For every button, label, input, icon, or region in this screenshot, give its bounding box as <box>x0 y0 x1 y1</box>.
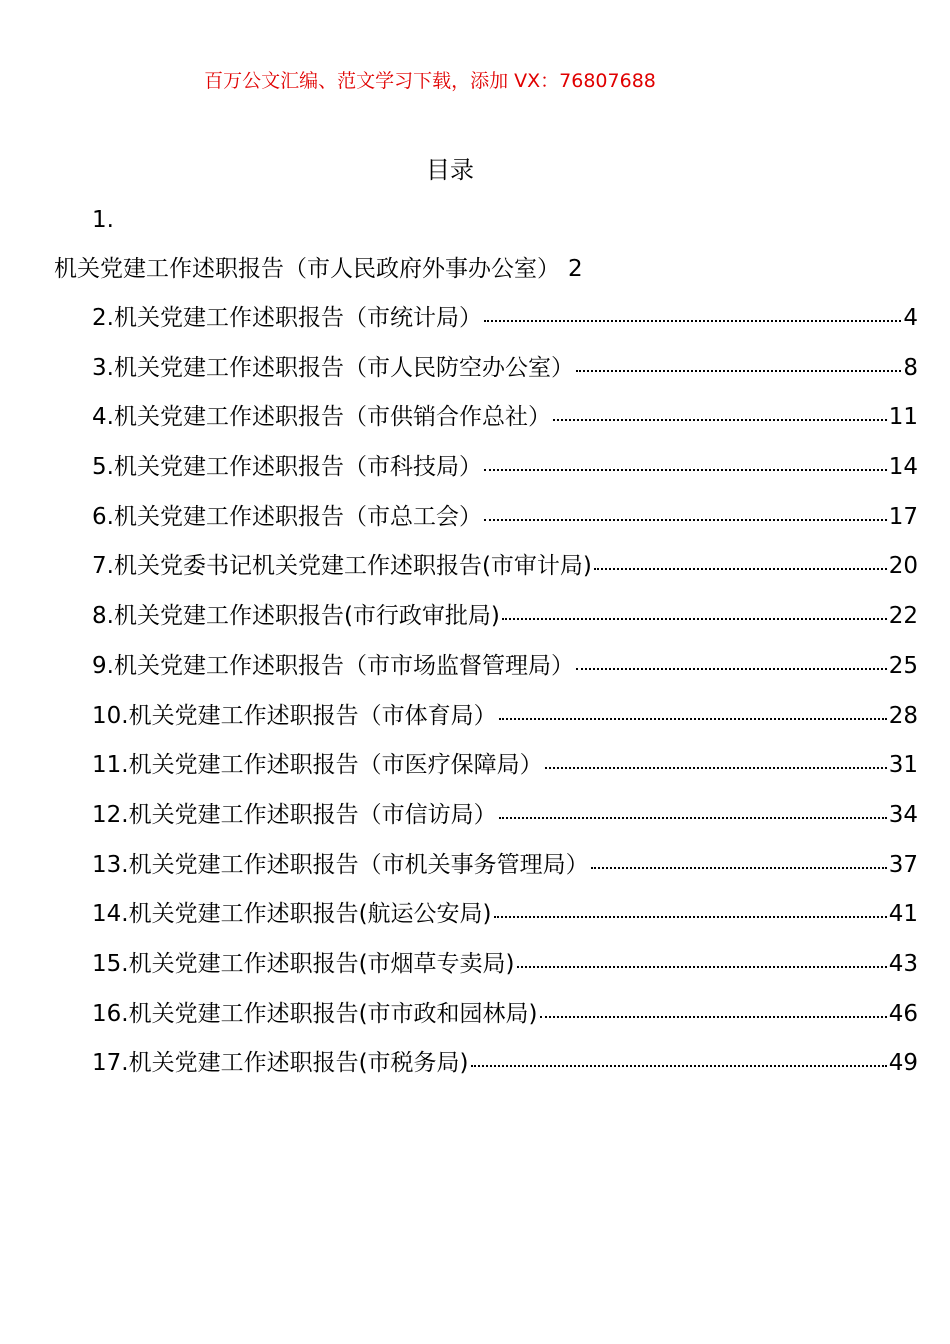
toc-entry-label: 16.机关党建工作述职报告(市市政和园林局) <box>92 1000 538 1027</box>
toc-entry-page: 17 <box>888 503 918 530</box>
toc-entry-page: 11 <box>888 404 918 431</box>
dot-leader <box>591 867 887 869</box>
toc-entry-8[interactable] <box>92 601 918 651</box>
toc-entry-label: 7.机关党委书记机关党建工作述职报告(市审计局) <box>92 553 592 580</box>
toc-entry-page: 14 <box>888 454 918 481</box>
promo-banner: 百万公文汇编、范文学习下载，添加 VX：76807688 <box>204 70 656 92</box>
toc-entry-page: 34 <box>888 801 918 828</box>
dot-leader <box>594 568 887 570</box>
toc-entry-label: 6.机关党建工作述职报告（市总工会） <box>92 503 482 530</box>
toc-entry-1[interactable] <box>54 254 583 284</box>
toc-entry-11[interactable] <box>92 750 918 800</box>
dot-leader <box>517 966 887 968</box>
toc-entry-page: 41 <box>888 901 918 928</box>
toc-entry-page: 46 <box>888 1000 918 1027</box>
toc-entry-label: 5.机关党建工作述职报告（市科技局） <box>92 454 482 481</box>
dot-leader <box>540 1016 887 1018</box>
toc-entry-label: 11.机关党建工作述职报告（市医疗保障局） <box>92 752 543 779</box>
toc-entry-label: 12.机关党建工作述职报告（市信访局） <box>92 801 497 828</box>
toc-entry-label: 3.机关党建工作述职报告（市人民防空办公室） <box>92 354 574 381</box>
toc-entry-page: 37 <box>888 851 918 878</box>
toc-entry-page: 49 <box>888 1050 918 1077</box>
toc-list <box>92 303 918 1098</box>
toc-entry-10[interactable] <box>92 701 918 751</box>
toc-entry-label: 机关党建工作述职报告（市人民政府外事办公室） <box>54 256 560 282</box>
dot-leader <box>484 519 887 521</box>
dot-leader <box>545 767 887 769</box>
toc-entry-label: 17.机关党建工作述职报告(市税务局) <box>92 1050 469 1077</box>
dot-leader <box>553 419 887 421</box>
dot-leader <box>484 469 887 471</box>
toc-entry-14[interactable] <box>92 899 918 949</box>
dot-leader <box>576 370 901 372</box>
toc-entry-label: 15.机关党建工作述职报告(市烟草专卖局) <box>92 950 515 977</box>
dot-leader <box>576 668 887 670</box>
toc-entry-16[interactable] <box>92 999 918 1049</box>
toc-entry-label: 4.机关党建工作述职报告（市供销合作总社） <box>92 404 551 431</box>
toc-entry-15[interactable] <box>92 949 918 999</box>
dot-leader <box>484 320 901 322</box>
dot-leader <box>471 1065 887 1067</box>
toc-entry-page: 20 <box>888 553 918 580</box>
toc-entry-12[interactable] <box>92 800 918 850</box>
toc-entry-label: 8.机关党建工作述职报告(市行政审批局) <box>92 603 500 630</box>
toc-entry-3[interactable] <box>92 353 918 403</box>
toc-title: 目录 <box>426 156 474 184</box>
toc-entry-page: 31 <box>888 752 918 779</box>
toc-entry-2[interactable] <box>92 303 918 353</box>
toc-entry-page: 4 <box>903 305 918 331</box>
toc-entry-page: 2 <box>568 256 583 282</box>
toc-entry-page: 43 <box>888 950 918 977</box>
toc-entry-4[interactable] <box>92 402 918 452</box>
toc-entry-page: 22 <box>888 603 918 630</box>
toc-entry-label: 14.机关党建工作述职报告(航运公安局) <box>92 901 492 928</box>
toc-entry-label: 13.机关党建工作述职报告（市机关事务管理局） <box>92 851 589 878</box>
dot-leader <box>499 817 887 819</box>
toc-entry-label: 9.机关党建工作述职报告（市市场监督管理局） <box>92 652 574 679</box>
toc-entry-label: 10.机关党建工作述职报告（市体育局） <box>92 702 497 729</box>
toc-entry-label: 2.机关党建工作述职报告（市统计局） <box>92 305 482 331</box>
toc-entry-9[interactable] <box>92 651 918 701</box>
toc-entry-5[interactable] <box>92 452 918 502</box>
toc-entry-page: 8 <box>903 354 918 381</box>
dot-leader <box>499 718 887 720</box>
toc-first-number: 1. <box>92 207 114 233</box>
toc-entry-6[interactable] <box>92 502 918 552</box>
toc-entry-17[interactable] <box>92 1048 918 1098</box>
toc-entry-13[interactable] <box>92 850 918 900</box>
toc-entry-7[interactable] <box>92 551 918 601</box>
dot-leader <box>494 916 887 918</box>
toc-entry-page: 25 <box>888 652 918 679</box>
toc-entry-page: 28 <box>888 702 918 729</box>
dot-leader <box>502 618 887 620</box>
